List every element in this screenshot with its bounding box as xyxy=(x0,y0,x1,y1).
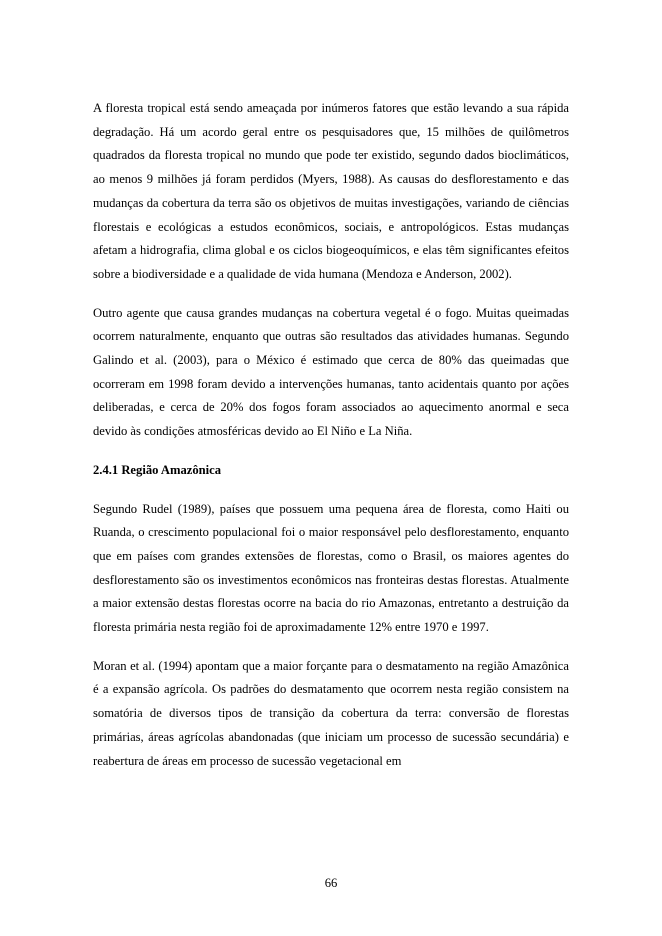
section-heading: 2.4.1 Região Amazônica xyxy=(93,462,222,477)
page-number: 66 xyxy=(324,876,338,890)
paragraph-spacer xyxy=(93,483,569,498)
paragraph-moran: Moran et al. (1994) apontam que a maior forçante para o desmatamento na região Amazônica é a expansão agrícola. Os padrões do desmatamento que ocorrem nesta região consistem na somatória de diversos tipos de transição da cobertura da terra: conversão de florestas primárias, áreas agrícolas abandonadas (que iniciam um processo de sucessão secundária) e reabertura de áreas em processo de sucessão vegetacional em xyxy=(93,658,569,768)
paragraph-fire: Outro agente que causa grandes mudanças na cobertura vegetal é o fogo. Muitas queimadas ocorrem naturalmente, enquanto que outras são resultados das atividades humanas. Segundo Galindo et al. (2003), para o México é estimado que cerca de 80% das queimadas que ocorreram em 1998 foram devido a intervenções humanas, tanto acidentais quanto por ações deliberadas, e cerca de 20% dos fogos foram associados ao aquecimento anormal e seca devido às condições atmosféricas devido ao El Niño e La Niña. xyxy=(93,305,569,439)
paragraph-spacer xyxy=(93,287,569,302)
paragraph-forest-threats: A floresta tropical está sendo ameaçada por inúmeros fatores que estão levando a sua rápida degradação. Há um acordo geral entre os pesquisadores que, 15 milhões de quilômetros quadrados da floresta tropical no mundo que pode ter existido, segundo dados bioclimáticos, ao menos 9 milhões já foram perdidos (Myers, 1988). As causas do desflorestamento e das mudanças da cobertura da terra são os objetivos de muitas investigações, variando de ciências florestais e ecológicas a estudos econômicos, sociais, e antropológicos. Estas mudanças afetam a hidrografia, clima global e os ciclos biogeoquímicos, e elas têm significantes efeitos sobre a biodiversidade e a qualidade de vida humana (Mendoza e Anderson, 2002). xyxy=(93,101,569,281)
paragraph-spacer xyxy=(93,640,569,655)
paragraph-rudel: Segundo Rudel (1989), países que possuem uma pequena área de floresta, como Haiti ou Ruanda, o crescimento populacional foi o maior responsável pelo desflorestamento, enquanto que em países com grandes extensões de florestas, como o Brasil, os maiores agentes do desflorestamento são os investimentos econômicos nas fronteiras destas florestas. Atualmente a maior extensão destas florestas ocorre na bacia do rio Amazonas, entretanto a destruição da floresta primária nesta região foi de aproximadamente 12% entre 1970 e 1997. xyxy=(93,501,569,635)
page-body xyxy=(93,97,569,773)
paragraph-spacer xyxy=(93,444,569,459)
